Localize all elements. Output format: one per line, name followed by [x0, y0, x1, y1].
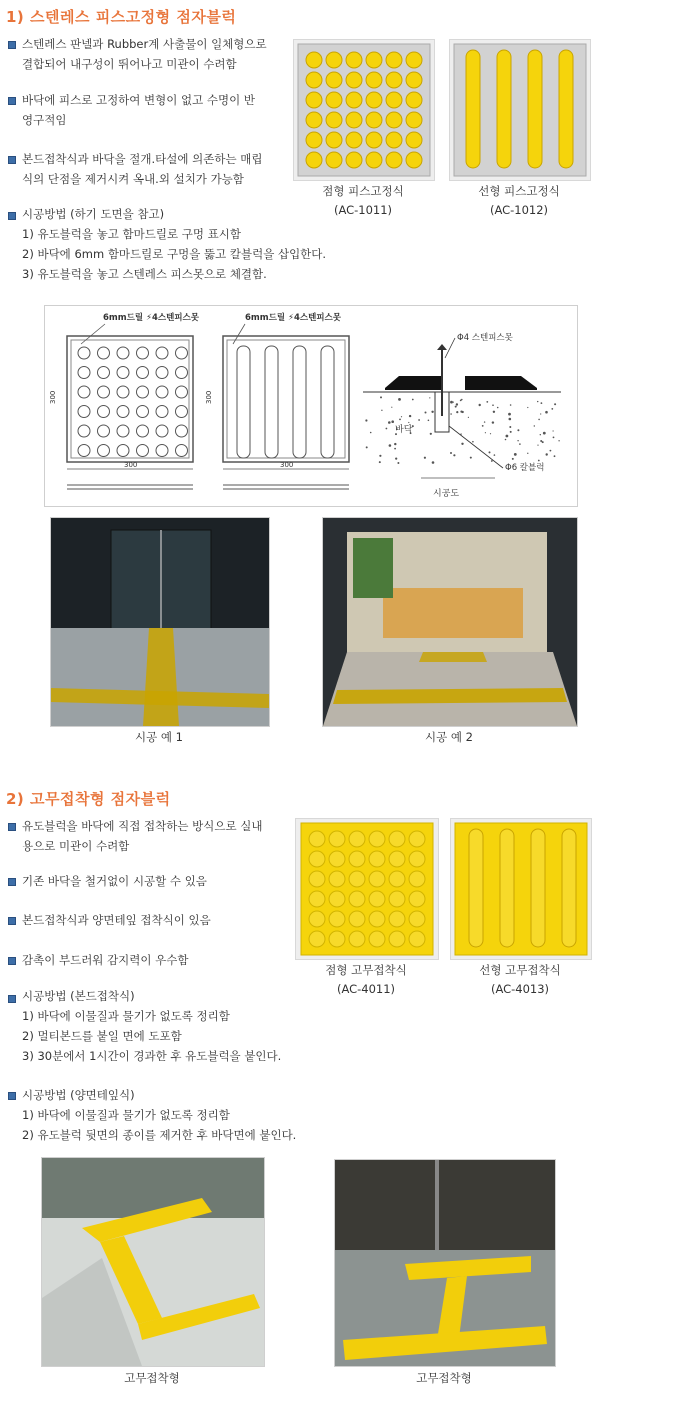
- concrete-speck: [489, 451, 491, 453]
- tactile-dot: [78, 425, 90, 437]
- tactile-dot: [329, 891, 345, 907]
- anchor-label: Φ6 칼블럭: [505, 463, 545, 473]
- tactile-dot: [156, 386, 168, 398]
- product-code: (AC-4013): [490, 982, 550, 996]
- tactile-dot: [346, 152, 362, 168]
- concrete-speck: [424, 457, 426, 459]
- concrete-speck: [519, 443, 521, 445]
- tactile-dot: [406, 152, 422, 168]
- tactile-dot: [389, 911, 405, 927]
- s1-item-2-line-2: 영구적임: [22, 113, 67, 127]
- tactile-dot: [406, 72, 422, 88]
- tactile-dot: [176, 347, 188, 359]
- tactile-dot: [309, 831, 325, 847]
- product-code: (AC-1012): [489, 203, 549, 217]
- drawing-svg: [45, 306, 577, 506]
- tactile-dot: [349, 891, 365, 907]
- tactile-dot: [386, 72, 402, 88]
- tactile-dot: [117, 445, 129, 457]
- concrete-speck: [395, 458, 397, 460]
- concrete-speck: [554, 455, 556, 457]
- bullet-icon: [8, 212, 16, 220]
- s2-item-5-line-4: 3) 30분에서 1시간이 경과한 후 유도블럭을 붙인다.: [22, 1049, 282, 1063]
- concrete-speck: [540, 434, 541, 435]
- s1-item-1-line-1: 스텐레스 판넬과 Rubber계 사출물이 일체형으로: [22, 37, 267, 51]
- tactile-dot: [176, 367, 188, 379]
- concrete-speck: [551, 408, 553, 410]
- concrete-speck: [538, 419, 540, 421]
- s2-item-1-line-2: 용으로 미관이 수려함: [22, 839, 130, 853]
- tactile-dot: [366, 132, 382, 148]
- s1-item-3: [22, 149, 262, 189]
- s2-item-5-line-1: 시공방법 (본드접착식): [22, 989, 135, 1003]
- screw-label: Φ4 스텐피스못: [457, 333, 513, 343]
- entrance-floor-photo-icon: [335, 1160, 555, 1366]
- dot-block-steel-icon: [294, 40, 434, 180]
- tactile-dot: [78, 445, 90, 457]
- tactile-dot: [98, 386, 110, 398]
- tactile-dot: [409, 831, 425, 847]
- s1-item-4-line-2: 1) 유도블럭을 놓고 함마드릴로 구멍 표시함: [22, 227, 241, 241]
- tactile-dot: [409, 911, 425, 927]
- s2-item-4-line-1: 감촉이 부드러워 감지력이 우수함: [22, 953, 189, 967]
- tactile-dot: [78, 347, 90, 359]
- s2-item-6-line-3: 2) 유도블럭 뒷면의 종이를 제거한 후 바닥면에 붙인다.: [22, 1128, 297, 1142]
- tactile-dot: [409, 891, 425, 907]
- tactile-dot: [117, 367, 129, 379]
- tactile-dot: [349, 931, 365, 947]
- s2-item-1-line-1: 유도블럭을 바닥에 직접 접착하는 방식으로 실내: [22, 819, 263, 833]
- concrete-speck: [494, 454, 496, 456]
- concrete-speck: [456, 411, 458, 413]
- bullet-icon: [8, 957, 16, 965]
- concrete-speck: [485, 432, 486, 433]
- tactile-dot: [326, 72, 342, 88]
- concrete-speck: [450, 452, 452, 454]
- tactile-dot: [389, 831, 405, 847]
- dim-height-2: 300: [205, 390, 213, 404]
- tactile-dot: [386, 92, 402, 108]
- concrete-speck: [482, 425, 484, 427]
- tactile-dot: [406, 92, 422, 108]
- product-caption-3: [295, 961, 437, 999]
- tactile-dot: [98, 406, 110, 418]
- concrete-speck: [391, 407, 392, 408]
- tactile-dot: [326, 132, 342, 148]
- tactile-dot: [117, 347, 129, 359]
- s2-item-1: [22, 816, 262, 856]
- tactile-dot: [176, 386, 188, 398]
- tactile-dot: [137, 367, 149, 379]
- line-block-steel-icon: [450, 40, 590, 180]
- s1-item-4: [22, 204, 326, 284]
- example-caption-2: 시공 예 2: [425, 730, 473, 744]
- tactile-dot: [349, 871, 365, 887]
- tactile-dot: [117, 386, 129, 398]
- tactile-dot: [406, 52, 422, 68]
- tactile-dot: [346, 132, 362, 148]
- product-name: 점형 피스고정식: [322, 184, 404, 198]
- tactile-dot: [346, 112, 362, 128]
- tactile-dot: [156, 347, 168, 359]
- concrete-speck: [517, 440, 518, 441]
- tactile-dot: [78, 367, 90, 379]
- product-name: 점형 고무접착식: [325, 963, 407, 977]
- s2-item-5: [22, 986, 281, 1066]
- tactile-dot: [137, 406, 149, 418]
- entrance-photo-icon: [51, 518, 269, 726]
- tactile-dot: [137, 445, 149, 457]
- concrete-speck: [386, 428, 388, 430]
- tactile-dot: [98, 367, 110, 379]
- tactile-dot: [349, 831, 365, 847]
- tactile-dot: [369, 871, 385, 887]
- concrete-speck: [450, 401, 453, 404]
- concrete-speck: [546, 453, 548, 455]
- tactile-dot: [137, 386, 149, 398]
- product-caption-2: [449, 182, 589, 220]
- concrete-speck: [432, 461, 435, 464]
- example-photo-3: [41, 1157, 265, 1367]
- tactile-dot: [369, 911, 385, 927]
- tactile-dot: [366, 152, 382, 168]
- tactile-dot: [117, 425, 129, 437]
- bullet-icon: [8, 41, 16, 49]
- concrete-speck: [479, 404, 481, 406]
- tactile-dot: [309, 911, 325, 927]
- tactile-dot: [306, 92, 322, 108]
- concrete-speck: [399, 419, 401, 421]
- concrete-speck: [493, 411, 495, 413]
- installation-drawing: [44, 305, 578, 507]
- tactile-dot: [176, 425, 188, 437]
- bullet-icon: [8, 1092, 16, 1100]
- tactile-dot: [326, 92, 342, 108]
- tactile-dot: [346, 92, 362, 108]
- section2-title: 2) 고무접착형 점자블럭: [6, 790, 171, 808]
- concrete-speck: [379, 461, 381, 463]
- s1-item-3-line-1: 본드접착식과 바닥을 절개.타설에 의존하는 매립: [22, 152, 263, 166]
- tactile-dot: [156, 367, 168, 379]
- bullet-icon: [8, 995, 16, 1003]
- concrete-speck: [517, 429, 519, 431]
- product-name: 선형 고무접착식: [479, 963, 561, 977]
- concrete-speck: [491, 460, 493, 462]
- s2-item-2-line-1: 기존 바닥을 철거없이 시공할 수 있음: [22, 874, 207, 888]
- tactile-dot: [389, 871, 405, 887]
- concrete-speck: [461, 443, 463, 445]
- tactile-dot: [137, 347, 149, 359]
- drill-label-2: 6mm드릴 ⚡4스텐피스못: [245, 313, 341, 323]
- tactile-dot: [389, 851, 405, 867]
- concrete-speck: [455, 406, 457, 408]
- concrete-speck: [514, 453, 517, 456]
- s2-item-3: [22, 910, 211, 930]
- tactile-dot: [309, 931, 325, 947]
- s1-item-3-line-2: 식의 단점을 제거시켜 옥내.외 설치가 가능함: [22, 172, 244, 186]
- tactile-dot: [369, 891, 385, 907]
- tactile-dot: [386, 152, 402, 168]
- tactile-dot: [137, 425, 149, 437]
- concrete-speck: [409, 415, 411, 417]
- tactile-dot: [346, 72, 362, 88]
- line-block-rubber-icon: [451, 819, 591, 959]
- tactile-dot: [329, 871, 345, 887]
- concrete-speck: [429, 397, 430, 398]
- concrete-speck: [509, 418, 512, 421]
- product-image-dot-rubber: [295, 818, 439, 960]
- dim-width-1: 300: [124, 461, 138, 469]
- tactile-dot: [309, 871, 325, 887]
- concrete-speck: [550, 450, 552, 452]
- section1-title: 1) 스텐레스 피스고정형 점자블럭: [6, 8, 237, 26]
- concrete-speck: [453, 454, 455, 456]
- concrete-speck: [553, 437, 555, 439]
- s2-item-6-line-2: 1) 바닥에 이물질과 물기가 없도록 정리함: [22, 1108, 230, 1122]
- dot-block-rubber-icon: [296, 819, 438, 959]
- bullet-icon: [8, 823, 16, 831]
- concrete-speck: [484, 421, 485, 422]
- concrete-speck: [537, 401, 538, 402]
- s1-item-1: [22, 34, 267, 74]
- concrete-speck: [412, 399, 414, 401]
- s2-item-6-line-1: 시공방법 (양면테잎식): [22, 1088, 135, 1102]
- product-image-dot-steel: [293, 39, 435, 181]
- bullet-icon: [8, 878, 16, 886]
- product-image-line-steel: [449, 39, 591, 181]
- concrete-speck: [397, 462, 399, 464]
- concrete-speck: [527, 453, 528, 454]
- tactile-dot: [349, 911, 365, 927]
- tactile-dot: [329, 851, 345, 867]
- concrete-speck: [370, 432, 372, 434]
- concrete-speck: [468, 417, 469, 418]
- tactile-dot: [406, 112, 422, 128]
- concrete-speck: [391, 420, 394, 423]
- concrete-speck: [510, 431, 512, 433]
- concrete-speck: [490, 433, 491, 434]
- tactile-dot: [366, 92, 382, 108]
- tactile-dot: [306, 112, 322, 128]
- concrete-speck: [558, 440, 559, 441]
- tactile-dot: [156, 406, 168, 418]
- concrete-speck: [431, 411, 433, 413]
- concrete-speck: [553, 430, 554, 431]
- s2-item-3-line-1: 본드접착식과 양면테잎 접착식이 있음: [22, 913, 211, 927]
- concrete-speck: [394, 448, 396, 450]
- lobby-floor-photo-icon: [42, 1158, 264, 1366]
- bullet-icon: [8, 156, 16, 164]
- example-caption-3: 고무접착형: [124, 1371, 180, 1385]
- concrete-speck: [366, 446, 368, 448]
- tactile-dot: [386, 132, 402, 148]
- floor-label: 바닥: [395, 425, 413, 435]
- tactile-dot: [329, 831, 345, 847]
- tactile-dot: [329, 931, 345, 947]
- concrete-speck: [380, 396, 382, 398]
- concrete-speck: [389, 444, 392, 447]
- s2-item-5-line-2: 1) 바닥에 이물질과 물기가 없도록 정리함: [22, 1009, 230, 1023]
- drill-label-1: 6mm드릴 ⚡4스텐피스못: [103, 313, 199, 323]
- concrete-speck: [381, 410, 382, 411]
- tactile-dot: [98, 347, 110, 359]
- tactile-dot: [156, 425, 168, 437]
- tactile-dot: [326, 112, 342, 128]
- tactile-dot: [369, 931, 385, 947]
- concrete-speck: [540, 413, 541, 414]
- concrete-speck: [456, 403, 458, 405]
- s1-item-2: [22, 90, 255, 130]
- tactile-dot: [366, 72, 382, 88]
- concrete-speck: [508, 413, 511, 416]
- concrete-speck: [398, 398, 401, 401]
- tactile-dot: [409, 871, 425, 887]
- drawing-label: 시공도: [433, 489, 460, 499]
- tactile-dot: [156, 445, 168, 457]
- example-photo-1: [50, 517, 270, 727]
- tactile-dot: [386, 112, 402, 128]
- s2-item-4: [22, 950, 189, 970]
- concrete-speck: [450, 413, 452, 415]
- concrete-speck: [365, 419, 367, 421]
- concrete-speck: [428, 420, 430, 422]
- tactile-dot: [306, 132, 322, 148]
- tactile-dot: [346, 52, 362, 68]
- concrete-speck: [472, 441, 474, 443]
- concrete-speck: [512, 458, 514, 460]
- example-photo-4: [334, 1159, 556, 1367]
- s2-item-2: [22, 871, 207, 891]
- concrete-speck: [460, 400, 462, 402]
- dim-width-2: 300: [280, 461, 294, 469]
- concrete-speck: [506, 435, 509, 438]
- example-photo-2: [322, 517, 578, 727]
- concrete-speck: [554, 403, 556, 405]
- s1-item-2-line-1: 바닥에 피스로 고정하여 변형이 없고 수명이 반: [22, 93, 256, 107]
- product-code: (AC-4011): [336, 982, 396, 996]
- concrete-speck: [492, 404, 494, 406]
- concrete-speck: [538, 460, 540, 462]
- tactile-dot: [326, 52, 342, 68]
- concrete-speck: [430, 433, 432, 435]
- concrete-speck: [510, 404, 512, 406]
- tactile-dot: [117, 406, 129, 418]
- tactile-dot: [409, 931, 425, 947]
- tactile-dot: [389, 931, 405, 947]
- tactile-dot: [349, 851, 365, 867]
- example-caption-1: 시공 예 1: [135, 730, 183, 744]
- product-name: 선형 피스고정식: [478, 184, 560, 198]
- concrete-speck: [527, 407, 528, 408]
- tactile-dot: [309, 851, 325, 867]
- concrete-speck: [379, 455, 381, 457]
- product-code: (AC-1011): [333, 203, 393, 217]
- example-caption-4: 고무접착형: [416, 1371, 472, 1385]
- product-image-line-rubber: [450, 818, 592, 960]
- concrete-speck: [541, 402, 543, 404]
- concrete-speck: [425, 412, 427, 414]
- concrete-speck: [509, 426, 511, 428]
- concrete-speck: [497, 407, 499, 409]
- bullet-icon: [8, 917, 16, 925]
- product-caption-4: [450, 961, 590, 999]
- s1-item-4-line-3: 2) 바닥에 6mm 함마드릴로 구멍을 뚫고 칼블럭을 삽입한다.: [22, 247, 327, 261]
- tactile-dot: [326, 152, 342, 168]
- tactile-dot: [366, 112, 382, 128]
- concrete-speck: [460, 411, 462, 413]
- tactile-dot: [176, 406, 188, 418]
- s2-item-6: [22, 1085, 296, 1145]
- tactile-dot: [309, 891, 325, 907]
- concrete-speck: [418, 419, 420, 421]
- tactile-dot: [389, 891, 405, 907]
- concrete-speck: [543, 432, 546, 435]
- tactile-dot: [366, 52, 382, 68]
- concrete-speck: [492, 421, 494, 423]
- concrete-speck: [545, 411, 548, 414]
- tactile-dot: [406, 132, 422, 148]
- tactile-dot: [306, 152, 322, 168]
- tactile-dot: [306, 72, 322, 88]
- tactile-dot: [386, 52, 402, 68]
- lobby-photo-icon: [323, 518, 577, 726]
- concrete-speck: [470, 457, 472, 459]
- s2-item-5-line-3: 2) 멀티본드를 붙일 면에 도포함: [22, 1029, 182, 1043]
- tactile-dot: [78, 386, 90, 398]
- tactile-dot: [176, 445, 188, 457]
- s1-item-4-line-1: 시공방법 (하기 도면을 참고): [22, 207, 165, 221]
- product-caption-1: [293, 182, 433, 220]
- concrete-speck: [534, 425, 535, 426]
- tactile-dot: [306, 52, 322, 68]
- concrete-speck: [394, 443, 396, 445]
- bullet-icon: [8, 97, 16, 105]
- tactile-dot: [78, 406, 90, 418]
- concrete-speck: [388, 421, 391, 424]
- tactile-dot: [369, 851, 385, 867]
- tactile-dot: [409, 851, 425, 867]
- concrete-speck: [408, 422, 409, 423]
- concrete-speck: [505, 439, 507, 441]
- concrete-speck: [401, 416, 402, 417]
- concrete-speck: [542, 441, 544, 443]
- concrete-speck: [486, 401, 488, 403]
- dim-height-1: 300: [49, 390, 57, 404]
- tactile-dot: [369, 831, 385, 847]
- concrete-speck: [537, 445, 538, 446]
- s1-item-1-line-2: 결합되어 내구성이 뛰어나고 미관이 수려함: [22, 57, 237, 71]
- tactile-dot: [98, 445, 110, 457]
- tactile-dot: [329, 911, 345, 927]
- tactile-dot: [98, 425, 110, 437]
- s1-item-4-line-4: 3) 유도블럭을 놓고 스텐레스 피스못으로 체결함.: [22, 267, 267, 281]
